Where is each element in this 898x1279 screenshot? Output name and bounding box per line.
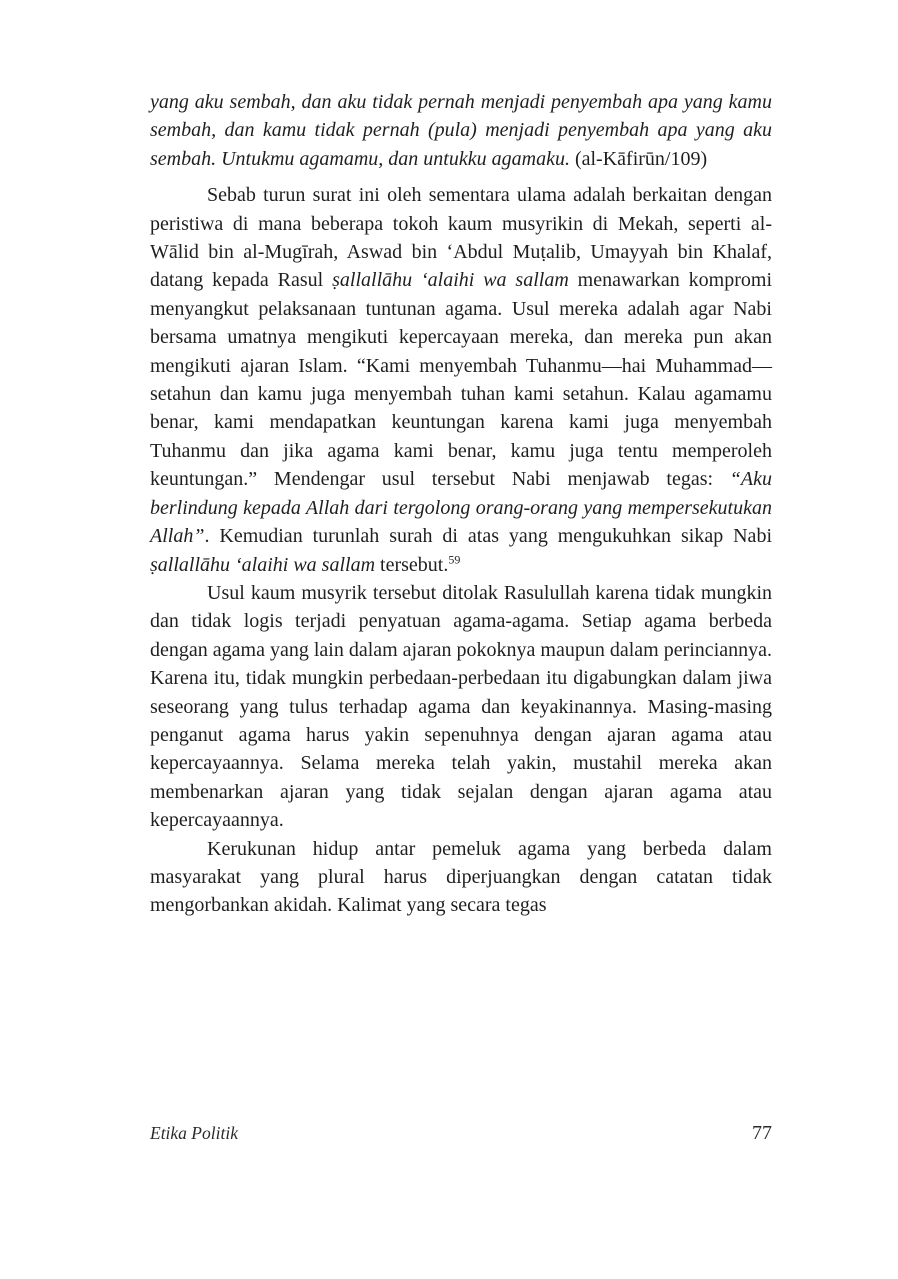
page-footer: [150, 1122, 772, 1145]
text-segment: menawarkan kompromi menyangkut pelaksanaan tuntunan agama. Usul mereka adalah agar Nabi bersama umatnya mengikuti kepercayaan mereka, dan mereka pun akan mengikuti ajaran Islam. “Kami menyembah Tuhanmu—hai Muhammad—setahun dan kamu juga menyembah tuhan kami setahun. Kalau agamamu benar, kami mendapatkan keuntungan karena kami juga menyembah Tuhanmu dan jika agama kami benar, kamu juga tentu memperoleh keuntungan.” Mendengar usul tersebut Nabi menjawab tegas:: [150, 269, 773, 491]
text-segment: ṣallallāhu ‘alaihi wa sallam: [332, 269, 569, 292]
footnote-marker: 59: [448, 551, 461, 566]
footer-page-number: 77: [752, 1122, 772, 1144]
text-segment: tersebut.: [375, 553, 449, 576]
text-segment: ṣallallāhu ‘alaihi wa sallam: [150, 553, 376, 576]
text-segment: (al-Kāfirūn/109): [569, 147, 708, 170]
text-segment: “Aku berlindung kepada Allah dari tergolong orang-orang yang mempersekutukan Allah”: [150, 468, 772, 548]
footer-book-title: Etika Politik: [150, 1123, 238, 1143]
kerukunan-paragraph: [150, 835, 772, 920]
text-segment: Usul kaum musyrik tersebut ditolak Rasulullah karena tidak mungkin dan tidak logis terjadi penyatuan agama-agama. Setiap agama berbeda dengan agama yang lain dalam ajaran pokoknya maupun dalam perinciannya. Karena itu, tidak mungkin perbedaan-perbedaan itu digabungkan dalam jiwa seseorang yang tulus terhadap agama dan keyakinannya. Masing-masing penganut agama harus yakin sepenuhnya dengan ajaran agama atau kepercayaannya. Selama mereka telah yakin, mustahil mereka akan membenarkan ajaran yang tidak sejalan dengan ajaran agama atau kepercayaannya.: [150, 581, 772, 832]
text-segment: Sebab turun surat ini oleh sementara ulama adalah berkaitan dengan peristiwa di mana beberapa tokoh kaum musyrikin di Mekah, seperti al-Wālid bin al-Mugīrah, Aswad bin ‘Abdul Muṭalib, Umayyah bin Khalaf, datang kepada Rasul: [150, 184, 772, 292]
text-segment: . Kemudian turunlah surah di atas yang mengukuhkan sikap Nabi: [204, 525, 772, 548]
penolakan-usul-paragraph: [150, 579, 772, 835]
asbabun-nuzul-paragraph: [150, 181, 772, 579]
quran-quote: [150, 88, 772, 173]
text-segment: yang aku sembah, dan aku tidak pernah menjadi penyembah apa yang kamu sembah, dan kamu tidak pernah (pula) menjadi penyembah apa yang aku sembah. Untukmu agamamu, dan untukku agamaku.: [150, 91, 772, 170]
text-block: [150, 88, 772, 920]
text-segment: Kerukunan hidup antar pemeluk agama yang berbeda dalam masyarakat yang plural harus diperjuangkan dengan catatan tidak mengorbankan akidah. Kalimat yang secara tegas: [150, 837, 772, 917]
